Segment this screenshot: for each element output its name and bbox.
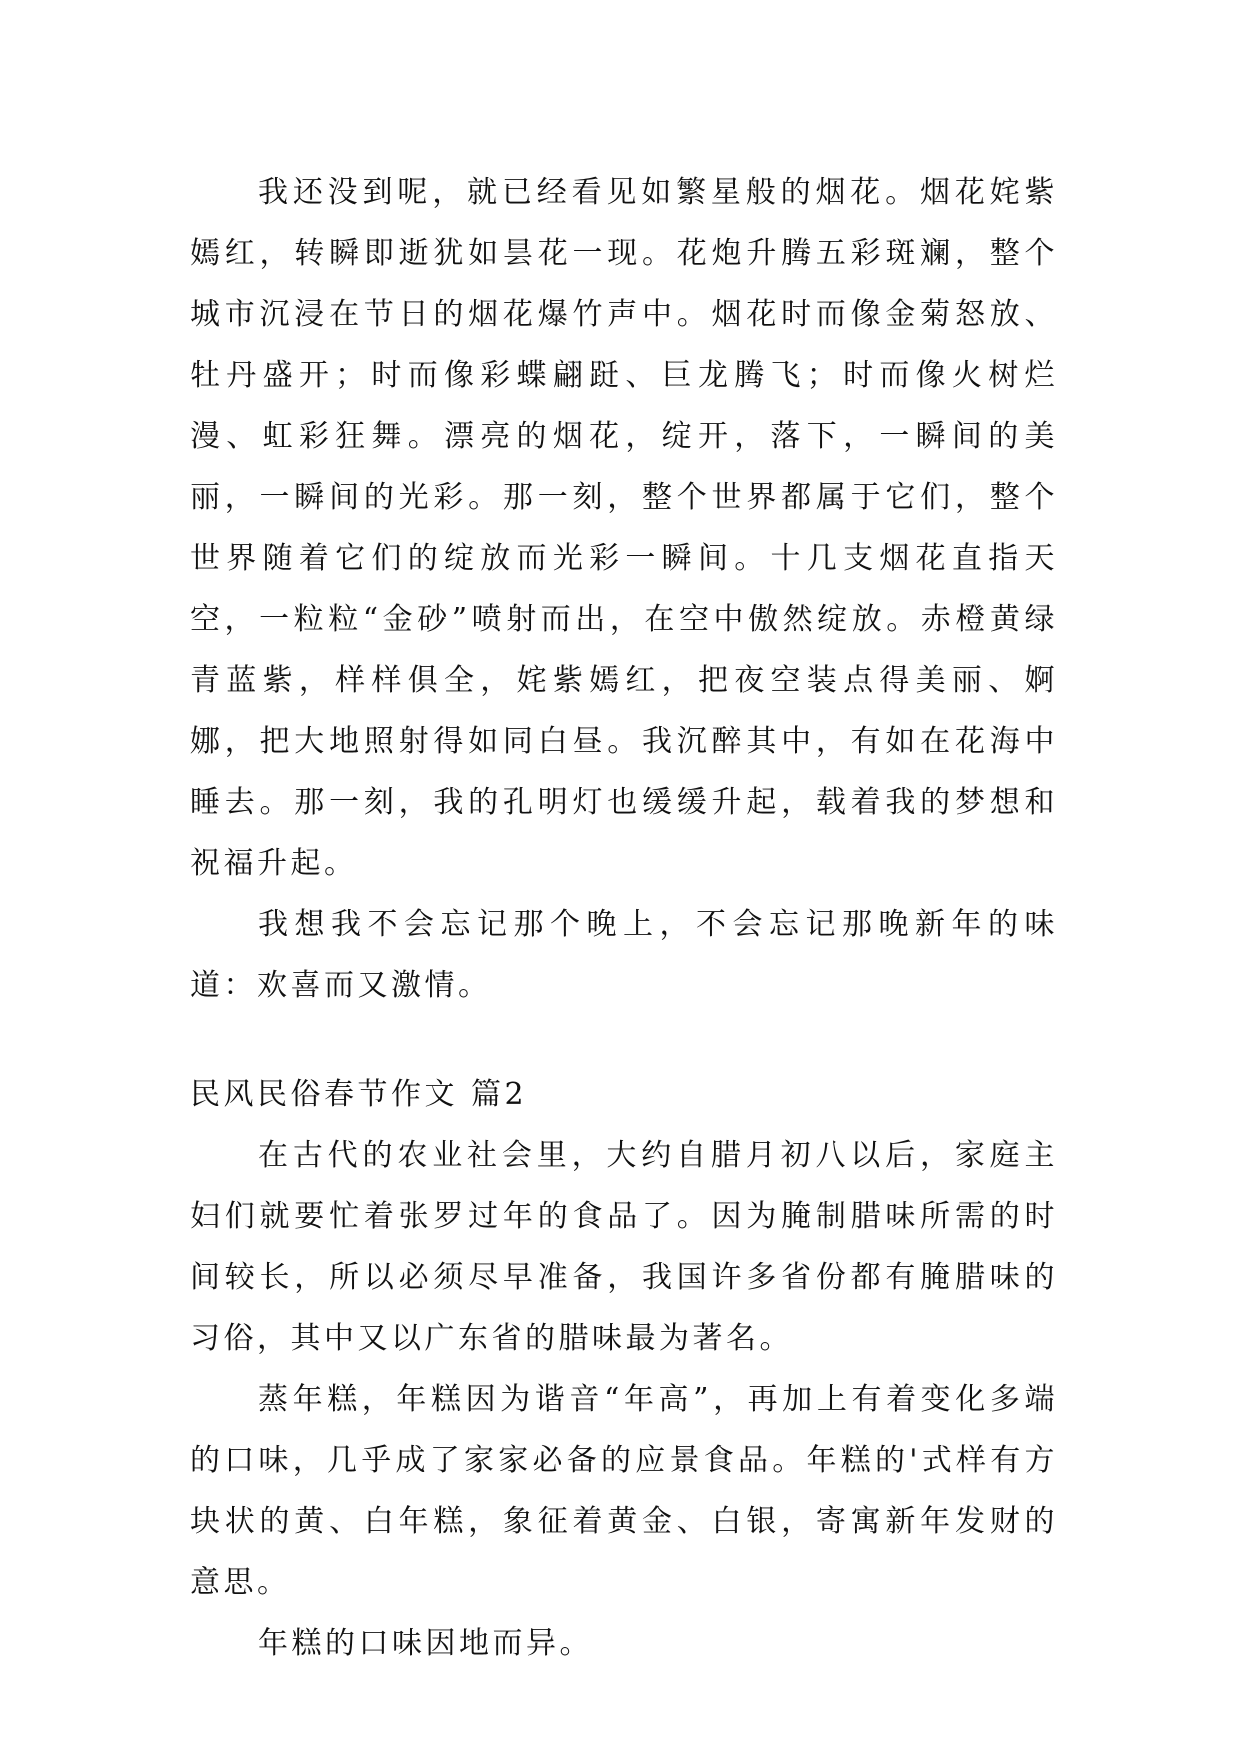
paragraph-rice-cake-flavor: 年糕的口味因地而异。	[258, 1626, 593, 1661]
paragraph-rice-cake: 蒸年糕，年糕因为谐音“年高”，再加上有着变化多端的口味，几乎成了家家必备的应景食品。年糕的'式样有方块状的黄、白年糕，象征着黄金、白银，寄寓新年发财的意思。	[190, 1382, 1058, 1600]
section-heading: 民风民俗春节作文 篇2	[190, 1077, 528, 1112]
document-body	[190, 162, 1058, 1674]
paragraph-preserved-meats: 在古代的农业社会里，大约自腊月初八以后，家庭主妇们就要忙着张罗过年的食品了。因为腌制腊味所需的时间较长，所以必须尽早准备，我国许多省份都有腌腊味的习俗，其中又以广东省的腊味最为著名。	[190, 1138, 1058, 1356]
paragraph-new-year-memory: 我想我不会忘记那个晚上，不会忘记那晚新年的味道：欢喜而又激情。	[190, 907, 1058, 1003]
paragraph-fireworks: 我还没到呢，就已经看见如繁星般的烟花。烟花姹紫嫣红，转瞬即逝犹如昙花一现。花炮升腾五彩斑斓，整个城市沉浸在节日的烟花爆竹声中。烟花时而像金菊怒放、牡丹盛开；时而像彩蝶翩跹、巨龙腾飞；时而像火树烂漫、虹彩狂舞。漂亮的烟花，绽开，落下，一瞬间的美丽，一瞬间的光彩。那一刻，整个世界都属于它们，整个世界随着它们的绽放而光彩一瞬间。十几支烟花直指天空，一粒粒“金砂”喷射而出，在空中傲然绽放。赤橙黄绿青蓝紫，样样俱全，姹紫嫣红，把夜空装点得美丽、婀娜，把大地照射得如同白昼。我沉醉其中，有如在花海中睡去。那一刻，我的孔明灯也缓缓升起，载着我的梦想和祝福升起。	[190, 175, 1058, 881]
